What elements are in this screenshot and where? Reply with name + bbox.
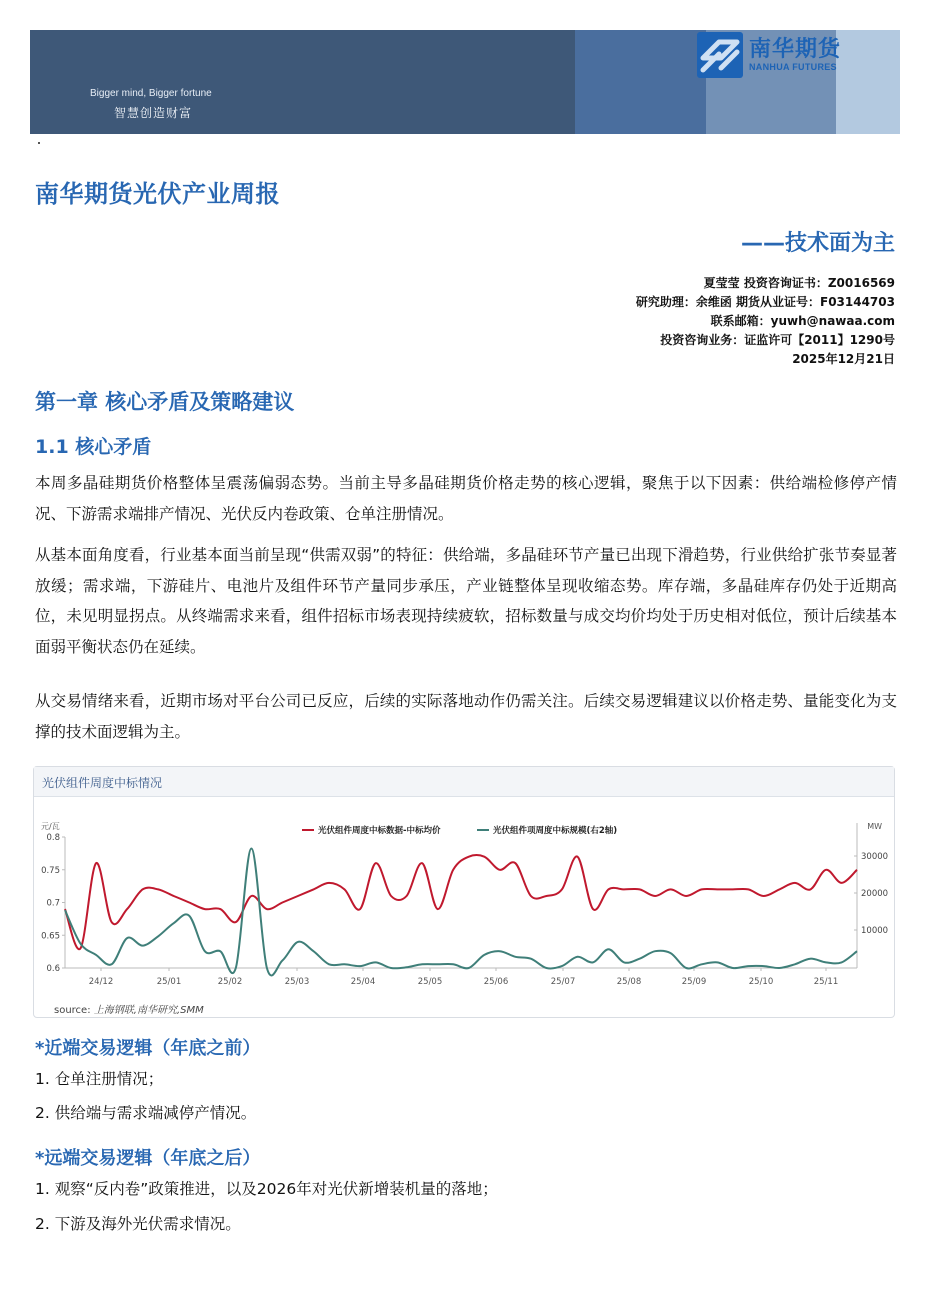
- chapter-heading: 第一章 核心矛盾及策略建议: [35, 390, 295, 414]
- svg-text:25/03: 25/03: [284, 977, 310, 987]
- logo-text-cn: 南华期货: [749, 37, 842, 62]
- svg-text:光伏组件项周度中标规模(右2轴): 光伏组件项周度中标规模(右2轴): [493, 826, 618, 836]
- svg-text:25/06: 25/06: [483, 977, 509, 987]
- paragraph: 本周多晶硅期货价格整体呈震荡偏弱态势。当前主导多晶硅期货价格走势的核心逻辑，聚焦于以下因素：供给端检修停产情况、下游需求端排产情况、光伏反内卷政策、仓单注册情况。: [35, 474, 897, 523]
- svg-text:30000: 30000: [861, 852, 889, 862]
- banner-main: [30, 30, 575, 134]
- banner-stripe: [836, 30, 900, 134]
- svg-text:25/05: 25/05: [417, 977, 443, 987]
- list-item: 1. 观察“反内卷”政策推进，以及2026年对光伏新增装机量的落地；: [35, 1180, 498, 1198]
- svg-text:MW: MW: [867, 822, 882, 831]
- section-heading: 1.1 核心矛盾: [35, 436, 152, 458]
- svg-text:10000: 10000: [861, 926, 889, 936]
- assistant-line: 研究助理：余维函 期货从业证号：F03144703: [635, 295, 895, 309]
- list-item: 2. 供给端与需求端减停产情况。: [35, 1104, 257, 1122]
- tagline-cn: 智慧创造财富: [114, 106, 193, 120]
- far-term-heading: *远端交易逻辑（年底之后）: [35, 1148, 261, 1169]
- svg-text:0.7: 0.7: [46, 898, 60, 909]
- svg-text:元/瓦: 元/瓦: [41, 822, 60, 831]
- company-logo: [697, 32, 841, 78]
- svg-text:25/09: 25/09: [681, 977, 707, 987]
- line-chart: [34, 767, 896, 1019]
- svg-text:25/04: 25/04: [350, 977, 376, 987]
- svg-text:25/08: 25/08: [616, 977, 642, 987]
- svg-text:0.65: 0.65: [41, 931, 60, 942]
- license-line: 投资咨询业务：证监许可【2011】1290号: [660, 333, 895, 347]
- email-line[interactable]: 联系邮箱：yuwh@nawaa.com: [710, 314, 895, 328]
- svg-text:25/01: 25/01: [156, 977, 182, 987]
- chart-card: [33, 766, 895, 1018]
- volume-series-line: [65, 849, 857, 976]
- paragraph: 从交易情绪来看，近期市场对平台公司已反应，后续的实际落地动作仍需关注。后续交易逻辑建议以价格走势、量能变化为支撑的技术面逻辑为主。: [35, 692, 897, 741]
- author-line: 夏莹莹 投资咨询证书：Z0016569: [703, 276, 895, 290]
- logo-text-en: NANHUA FUTURES: [749, 62, 837, 72]
- svg-text:25/02: 25/02: [217, 977, 243, 987]
- svg-text:0.6: 0.6: [46, 964, 60, 974]
- nanhua-logo-icon: [697, 32, 743, 78]
- svg-text:24/12: 24/12: [88, 977, 114, 987]
- svg-text:25/11: 25/11: [813, 977, 839, 987]
- paragraph: 从基本面角度看，行业基本面当前呈现“供需双弱”的特征：供给端，多晶硅环节产量已出现下滑趋势，行业供给扩张节奏显著放缓；需求端，下游硅片、电池片及组件环节产量同步承压，产业链整体呈现收缩态势。库存端，多晶硅库存仍处于近期高位，未见明显拐点。从终端需求来看，组件招标市场表现持续疲软，招标数量与成交均价均处于历史相对低位，预计后续基本面弱平衡状态仍在延续。: [35, 546, 897, 656]
- price-series-line: [65, 855, 857, 949]
- chart-source: source: 上海钢联,南华研究,SMM: [54, 1005, 204, 1016]
- author-info: [636, 274, 895, 369]
- banner-stripe: [575, 30, 706, 134]
- svg-text:光伏组件周度中标数据-中标均价: 光伏组件周度中标数据-中标均价: [318, 826, 441, 836]
- page-marker-dot: [38, 142, 40, 144]
- svg-text:20000: 20000: [861, 889, 889, 899]
- chart-title: 光伏组件周度中标情况: [34, 767, 894, 797]
- report-subtitle: ——技术面为主: [740, 231, 895, 256]
- svg-text:25/07: 25/07: [550, 977, 576, 987]
- list-item: 2. 下游及海外光伏需求情况。: [35, 1215, 241, 1233]
- svg-text:0.8: 0.8: [46, 833, 60, 843]
- list-item: 1. 仓单注册情况；: [35, 1070, 164, 1088]
- report-date: 2025年12月21日: [792, 352, 895, 366]
- near-term-heading: *近端交易逻辑（年底之前）: [35, 1038, 261, 1059]
- svg-text:0.75: 0.75: [41, 865, 60, 876]
- svg-text:25/10: 25/10: [748, 977, 774, 987]
- tagline-en: Bigger mind, Bigger fortune: [90, 88, 212, 99]
- report-title: 南华期货光伏产业周报: [35, 180, 280, 208]
